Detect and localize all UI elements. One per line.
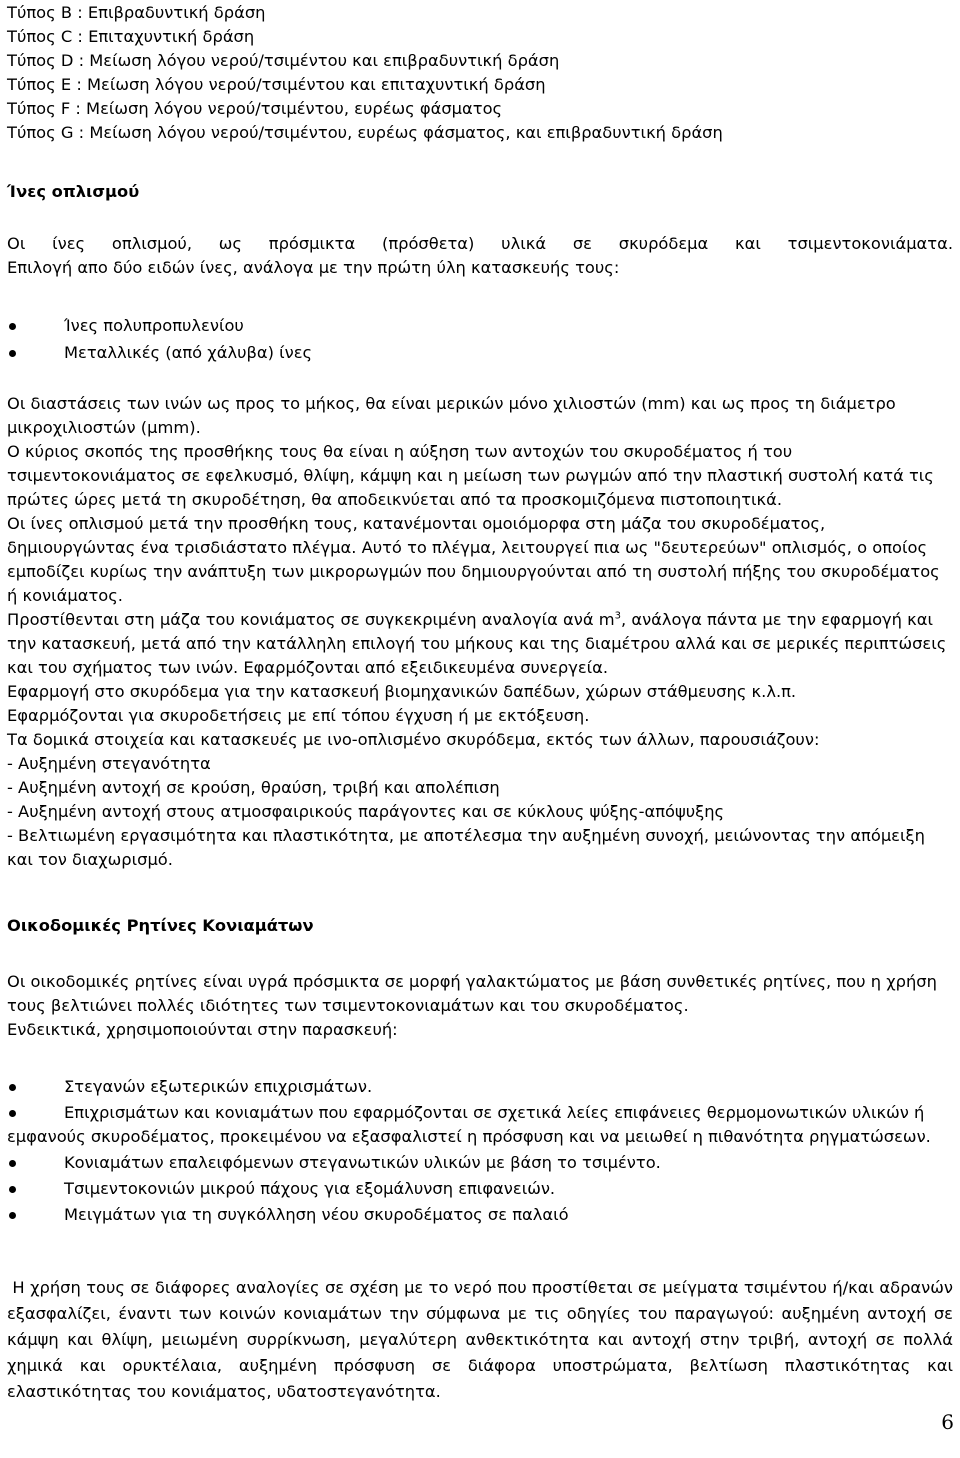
resin-uses-list (7, 1075, 953, 1227)
bullet-icon (9, 350, 16, 357)
fibers-properties-intro: Τα δομικά στοιχεία και κατασκευές με ινο-οπλισμένο σκυρόδεμα, εκτός των άλλων, παρουσιάζουν: (7, 730, 820, 749)
type-line: Τύπος G : Μείωση λόγου νερού/τσιμέντου, ευρέως φάσματος, και επιβραδυντική δράση (7, 123, 723, 142)
types-list (7, 1, 953, 145)
type-line: Τύπος D : Μείωση λόγου νερού/τσιμέντου και επιβραδυντική δράση (7, 51, 560, 70)
list-item: Μεταλλικές (από χάλυβα) ίνες (7, 341, 953, 365)
fiber-types-list (7, 314, 953, 365)
type-line: Τύπος E : Μείωση λόγου νερού/τσιμέντου και επιταχυντική δράση (7, 75, 546, 94)
fibers-property: - Αυξημένη αντοχή στους ατμοσφαιρικούς παράγοντες και σε κύκλους ψύξης-απόψυξης (7, 802, 725, 821)
resins-uses-intro: Ενδεικτικά, χρησιμοποιούνται στην παρασκευή: (7, 1020, 398, 1039)
section-heading-resins: Οικοδομικές Ρητίνες Κονιαμάτων (7, 916, 314, 935)
page-number: 6 (941, 1410, 954, 1434)
fibers-intro (7, 232, 953, 280)
fibers-body (7, 392, 953, 872)
list-item: Επιχρισμάτων και κονιαμάτων που εφαρμόζονται σε σχετικά λείες επιφάνειες θερμομονωτικών υλικών ή εμφανούς σκυροδέματος, προκειμένου να εξασφαλιστεί η πρόσφυση και να μειωθεί η πιθανότητα ρηγματώσεων. (7, 1103, 931, 1146)
fibers-dimensions: Οι διαστάσεις των ινών ως προς το μήκος, θα είναι μερικών μόνο χιλιοστών (mm) και ως προς τη διάμετρο μικροχιλιοστών (μmm). (7, 394, 896, 437)
bullet-icon (9, 1084, 16, 1091)
list-item: Στεγανών εξωτερικών επιχρισμάτων. (7, 1075, 953, 1099)
list-item: Κονιαμάτων επαλειφόμενων στεγανωτικών υλικών με βάση το τσιμέντο. (7, 1151, 953, 1175)
fibers-application2: Εφαρμόζονται για σκυροδετήσεις με επί τόπου έγχυση ή με εκτόξευση. (7, 706, 590, 725)
fibers-purpose: Ο κύριος σκοπός της προσθήκης τους θα είναι η αύξηση των αντοχών του σκυροδέματος ή του τσιμεντοκονιάματος σε εφελκυσμό, θλίψη, κάμψη και η μείωση των ρωγμών από την πλαστική συστολή κατά τις πρώτες ώρες μετά τη σκυροδέτηση, θα αποδεικνύεται από τα προσκομιζόμενα πιστοποιητικά. (7, 442, 934, 509)
bullet-icon (9, 1110, 16, 1117)
bullet-icon (9, 1160, 16, 1167)
list-item: Τσιμεντοκονιών μικρού πάχους για εξομάλυνση επιφανειών. (7, 1177, 953, 1201)
section-heading-fibers: Ίνες οπλισμού (7, 182, 140, 201)
list-item: Μειγμάτων για τη συγκόλληση νέου σκυροδέματος σε παλαιό (7, 1203, 953, 1227)
superscript: 3 (614, 610, 621, 622)
fibers-dosage: Προστίθενται στη μάζα του κονιάματος σε συγκεκριμένη αναλογία ανά $m^3$, ανάλογα πάντα με την εφαρμογή και την κατασκευή, μετά από την κατάλληλη επιλογή του μήκους και της διαμέτρου αλλά και σε μερικές περιπτώσεις και του σχήματος των ινών. Εφαρμόζονται από εξειδικευμένα συνεργεία. (7, 610, 947, 677)
bullet-icon (9, 323, 16, 330)
fibers-intro-line1: Οι ίνες οπλισμού, ως πρόσμικτα (πρόσθετα) υλικά σε σκυρόδεμα και τσιμεντοκονιάματα. (7, 234, 953, 253)
fibers-property: - Αυξημένη στεγανότητα (7, 754, 211, 773)
fibers-application1: Εφαρμογή στο σκυρόδεμα για την κατασκευή βιομηχανικών δαπέδων, χώρων στάθμευσης κ.λ.π. (7, 682, 797, 701)
type-line: Τύπος B : Επιβραδυντική δράση (7, 3, 266, 22)
resins-intro-text: Οι οικοδομικές ρητίνες είναι υγρά πρόσμικτα σε μορφή γαλακτώματος με βάση συνθετικές ρητίνες, που η χρήση τους βελτιώνει πολλές ιδιότητες των τσιμεντοκονιαμάτων και του σκυροδέματος. (7, 972, 937, 1015)
resins-closing: Η χρήση τους σε διάφορες αναλογίες σε σχέση με το νερό που προστίθεται σε μείγματα τσιμέντου ή/και αδρανών εξασφαλίζει, έναντι των κοινών κονιαμάτων την σύμφωνα με τις οδηγίες του παραγωγού: αυξημένη αντοχή σε κάμψη και θλίψη, μειωμένη συρρίκνωση, μεγαλύτερη ανθεκτικότητα και αντοχή στην τριβή, αντοχή σε πολλά χημικά και ορυκτέλαια, αυξημένη πρόσφυση σε διάφορα υποστρώματα, βελτίωση πλαστικότητας και ελαστικότητας του κονιάματος, υδατοστεγανότητα. (7, 1278, 959, 1401)
fibers-intro-line2: Επιλογή απο δύο ειδών ίνες, ανάλογα με την πρώτη ύλη κατασκευής τους: (7, 258, 620, 277)
fibers-distribution: Οι ίνες οπλισμού μετά την προσθήκη τους, κατανέμονται ομοιόμορφα στη μάζα του σκυροδέματος, δημιουργώντας ένα τρισδιάστατο πλέγμα. Αυτό το πλέγμα, λειτουργεί πια ως "δευτερεύων" οπλισμός, ο οποίος εμποδίζει κυρίως την ανάπτυξη των μικρορωγμών που δημιουργούνται από τη συστολή πήξης του σκυροδέματος ή κονιάματος. (7, 514, 940, 605)
resins-intro (7, 970, 953, 1042)
type-line: Τύπος F : Μείωση λόγου νερού/τσιμέντου, ευρέως φάσματος (7, 99, 503, 118)
bullet-icon (9, 1186, 16, 1193)
bullet-icon (9, 1212, 16, 1219)
fibers-property: - Βελτιωμένη εργασιμότητα και πλαστικότητα, με αποτέλεσμα την αυξημένη συνοχή, μειώνοντας την απόμειξη και τον διαχωρισμό. (7, 826, 925, 869)
type-line: Τύπος C : Επιταχυντική δράση (7, 27, 255, 46)
fibers-property: - Αυξημένη αντοχή σε κρούση, θραύση, τριβή και απολέπιση (7, 778, 500, 797)
list-item: Ίνες πολυπροπυλενίου (7, 314, 953, 338)
